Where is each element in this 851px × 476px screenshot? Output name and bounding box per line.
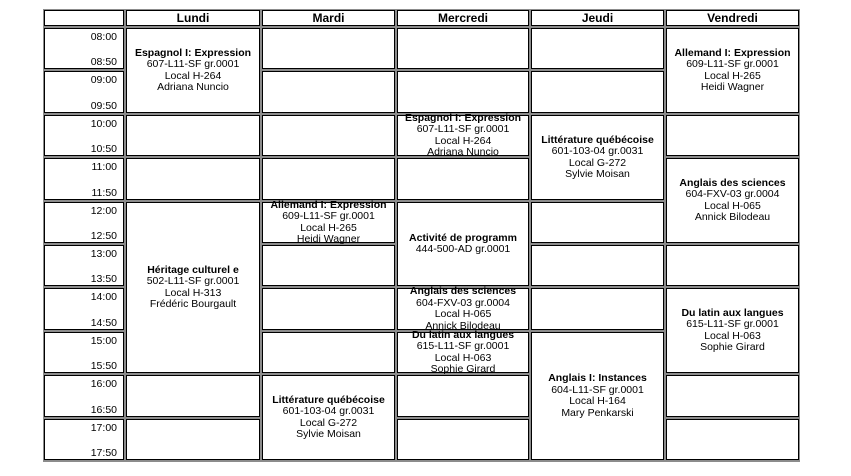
empty-slot (666, 375, 799, 417)
course-code: 615-L11-SF gr.0001 (416, 340, 510, 352)
time-label: 12:50 (90, 230, 117, 242)
time-block (44, 375, 124, 417)
time-label: 14:00 (90, 291, 117, 303)
course-room: Local H-164 (569, 395, 626, 407)
course-code: 604-FXV-03 gr.0004 (416, 296, 510, 309)
course-code: 615-L11-SF gr.0001 (686, 318, 779, 330)
time-label: 16:00 (90, 378, 117, 390)
course-code: 601-103-04 gr.0031 (551, 145, 644, 157)
course-code: 502-L11-SF gr.0001 (146, 275, 240, 287)
course-room: Local H-265 (704, 69, 761, 82)
course-block[interactable] (262, 375, 395, 460)
time-block (44, 158, 124, 200)
course-block[interactable] (666, 158, 799, 243)
course-block[interactable] (126, 28, 260, 113)
time-block (44, 202, 124, 243)
course-title: Espagnol I: Expression (404, 111, 522, 124)
course-block[interactable] (666, 28, 799, 113)
time-label: 08:50 (90, 56, 117, 68)
course-code: 601-103-04 gr.0031 (282, 405, 375, 417)
time-label: 15:00 (90, 335, 117, 347)
course-teacher: Frédéric Bourgault (149, 298, 237, 310)
course-title: Héritage culturel e (147, 263, 239, 276)
time-label: 14:50 (90, 317, 117, 329)
time-label: 15:50 (90, 360, 117, 372)
empty-slot (262, 288, 395, 330)
empty-slot (126, 419, 260, 460)
empty-slot (397, 375, 529, 417)
time-block (44, 288, 124, 330)
course-teacher: Sylvie Moisan (565, 168, 630, 180)
empty-slot (531, 71, 664, 113)
empty-slot (397, 158, 529, 200)
empty-slot (262, 158, 395, 200)
course-code: 607-L11-SF gr.0001 (416, 123, 510, 135)
time-block (44, 419, 124, 460)
header-day-jeudi (531, 10, 664, 26)
course-code: 444-500-AD gr.0001 (415, 243, 511, 255)
empty-slot (126, 158, 260, 200)
header-day-mardi (262, 10, 395, 26)
course-room: Local H-065 (434, 308, 492, 320)
header-day-lundi (126, 10, 260, 26)
empty-slot (531, 288, 664, 330)
empty-slot (126, 375, 260, 417)
course-code: 607-L11-SF gr.0001 (146, 58, 240, 70)
empty-slot (397, 28, 529, 69)
course-title: Du latin aux langues (681, 306, 784, 319)
course-block[interactable] (397, 285, 529, 332)
course-teacher: Sophie Girard (700, 341, 765, 353)
time-block (44, 28, 124, 69)
course-title: Littérature québécoise (541, 133, 654, 146)
empty-slot (262, 115, 395, 156)
course-title: Espagnol I: Expression (134, 46, 252, 59)
day-label: Jeudi (581, 11, 614, 25)
empty-slot (262, 245, 395, 286)
course-block[interactable] (531, 332, 664, 460)
course-title: Activité de programm (409, 231, 517, 244)
empty-slot (666, 115, 799, 156)
time-block (44, 245, 124, 286)
time-label: 08:00 (90, 31, 117, 43)
course-block[interactable] (262, 198, 395, 245)
time-label: 13:50 (90, 273, 117, 285)
empty-slot (531, 245, 664, 286)
time-label: 09:50 (90, 100, 117, 112)
empty-slot (397, 71, 529, 113)
time-label: 10:00 (90, 118, 117, 130)
course-teacher: Mary Penkarski (561, 406, 634, 419)
course-room: Local H-065 (704, 199, 761, 212)
empty-slot (666, 419, 799, 460)
course-room: Local H-264 (434, 134, 492, 147)
course-room: Local G-272 (299, 416, 358, 429)
empty-slot (126, 115, 260, 156)
course-teacher: Annick Bilodeau (694, 211, 771, 223)
empty-slot (531, 28, 664, 69)
empty-slot (262, 332, 395, 373)
day-label: Vendredi (707, 11, 758, 25)
empty-slot (262, 71, 395, 113)
course-block[interactable] (397, 328, 529, 375)
course-teacher: Sophie Girard (430, 363, 496, 375)
course-block[interactable] (531, 115, 664, 200)
course-title: Du latin aux langues (411, 328, 515, 341)
course-teacher: Adriana Nuncio (157, 81, 229, 93)
header-day-vendredi (666, 10, 799, 26)
course-teacher: Annick Bilodeau (425, 319, 501, 332)
time-label: 11:50 (91, 187, 117, 199)
course-title: Anglais I: Instances (548, 372, 647, 384)
empty-slot (397, 419, 529, 460)
course-code: 609-L11-SF gr.0001 (686, 58, 779, 70)
time-label: 13:00 (90, 248, 117, 260)
course-code: 604-FXV-03 gr.0004 (685, 188, 780, 200)
course-block[interactable] (126, 202, 260, 373)
day-label: Mercredi (437, 11, 489, 25)
header-corner (44, 10, 124, 26)
course-block[interactable] (397, 202, 529, 286)
time-label: 10:50 (90, 143, 117, 155)
time-label: 11:00 (91, 161, 117, 173)
course-room: Local H-063 (704, 329, 761, 342)
course-title: Allemand I: Expression (674, 46, 791, 59)
course-teacher: Heidi Wagner (296, 233, 361, 245)
time-block (44, 332, 124, 373)
course-block[interactable] (397, 111, 529, 158)
empty-slot (531, 202, 664, 243)
course-room: Local G-272 (568, 156, 627, 169)
time-label: 16:50 (90, 404, 117, 416)
day-label: Mardi (312, 11, 345, 25)
time-label: 12:00 (90, 205, 117, 217)
course-room: Local H-063 (434, 351, 492, 364)
empty-slot (262, 28, 395, 69)
time-block (44, 71, 124, 113)
day-label: Lundi (176, 11, 210, 25)
course-teacher: Sylvie Moisan (296, 428, 361, 440)
time-label: 17:50 (90, 447, 117, 459)
course-teacher: Adriana Nuncio (427, 146, 499, 158)
course-title: Anglais des sciences (409, 285, 517, 297)
empty-slot (666, 245, 799, 286)
course-room: Local H-313 (164, 286, 222, 299)
course-block[interactable] (666, 288, 799, 373)
time-label: 17:00 (90, 422, 117, 434)
course-teacher: Heidi Wagner (700, 81, 765, 93)
time-label: 09:00 (90, 74, 117, 86)
time-block (44, 115, 124, 156)
course-room: Local H-265 (300, 221, 357, 234)
course-code: 609-L11-SF gr.0001 (282, 210, 375, 222)
course-code: 604-L11-SF gr.0001 (551, 383, 644, 396)
course-title: Anglais des sciences (679, 176, 786, 189)
course-title: Allemand I: Expression (270, 198, 387, 211)
course-room: Local H-264 (164, 69, 222, 82)
header-day-mercredi (397, 10, 529, 26)
course-title: Littérature québécoise (272, 393, 385, 406)
